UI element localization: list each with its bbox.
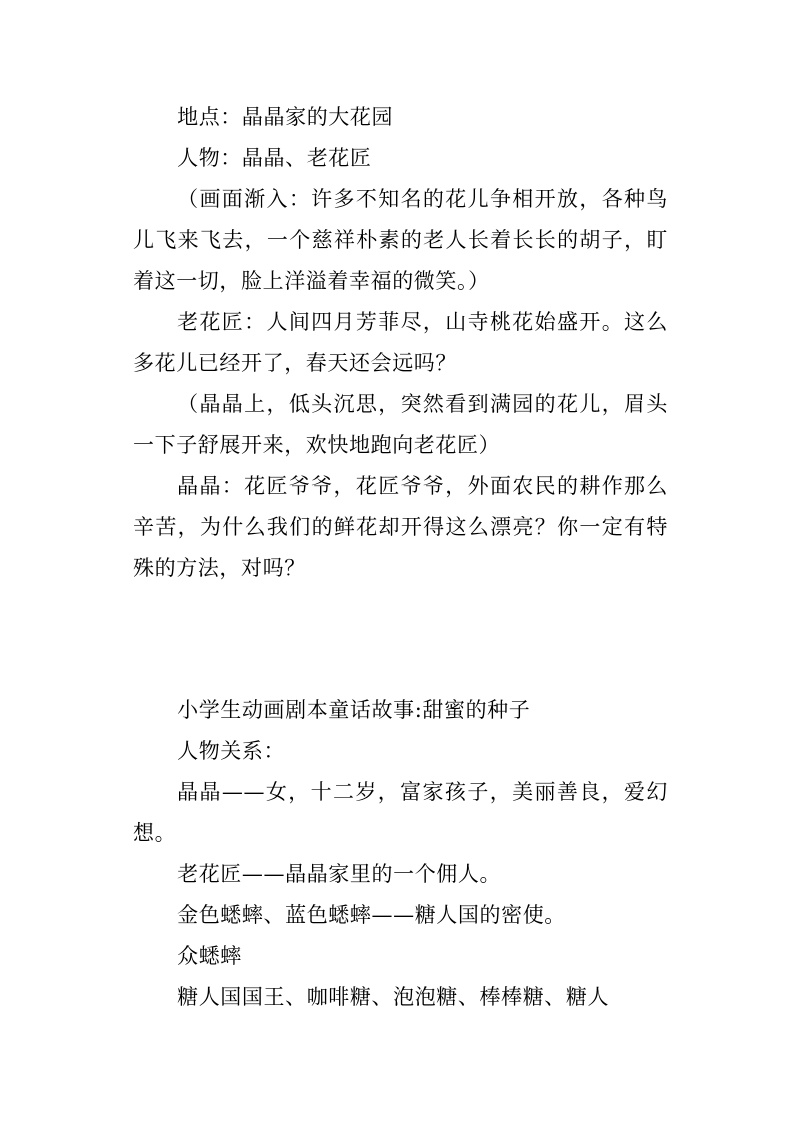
script-scene-section bbox=[133, 97, 668, 589]
character-crickets-crowd: 众蟋蟀 bbox=[177, 944, 242, 968]
character-jingjing: 晶晶——女，十二岁，富家孩子，美丽善良，爱幻想。 bbox=[133, 780, 668, 845]
stage-direction-jingjing-enters: （晶晶上，低头沉思，突然看到满园的花儿，眉头一下子舒展开来，欢快地跑向老花匠） bbox=[133, 392, 668, 457]
character-old-gardener: 老花匠——晶晶家里的一个佣人。 bbox=[177, 862, 502, 886]
script-title: 小学生动画剧本童话故事:甜蜜的种子 bbox=[177, 698, 531, 722]
character-crickets-envoys: 金色蟋蟀、蓝色蟋蟀——糖人国的密使。 bbox=[177, 903, 566, 927]
script-intro-section bbox=[133, 690, 668, 1018]
characters-line: 人物：晶晶、老花匠 bbox=[177, 146, 372, 170]
location-line: 地点：晶晶家的大花园 bbox=[177, 105, 394, 129]
dialogue-jingjing: 晶晶：花匠爷爷，花匠爷爷，外面农民的耕作那么辛苦，为什么我们的鲜花却开得这么漂亮？你一定有特殊的方法，对吗？ bbox=[133, 474, 668, 580]
character-candy-kingdom: 糖人国国王、咖啡糖、泡泡糖、棒棒糖、糖人 bbox=[177, 985, 610, 1009]
dialogue-old-gardener: 老花匠：人间四月芳菲尽，山寺桃花始盛开。这么多花儿已经开了，春天还会远吗？ bbox=[133, 310, 668, 375]
character-relations-heading: 人物关系： bbox=[177, 739, 286, 763]
stage-direction-fade-in: （画面渐入：许多不知名的花儿争相开放，各种鸟儿飞来飞去，一个慈祥朴素的老人长着长长的胡子，盯着这一切，脸上洋溢着幸福的微笑。） bbox=[133, 187, 668, 293]
